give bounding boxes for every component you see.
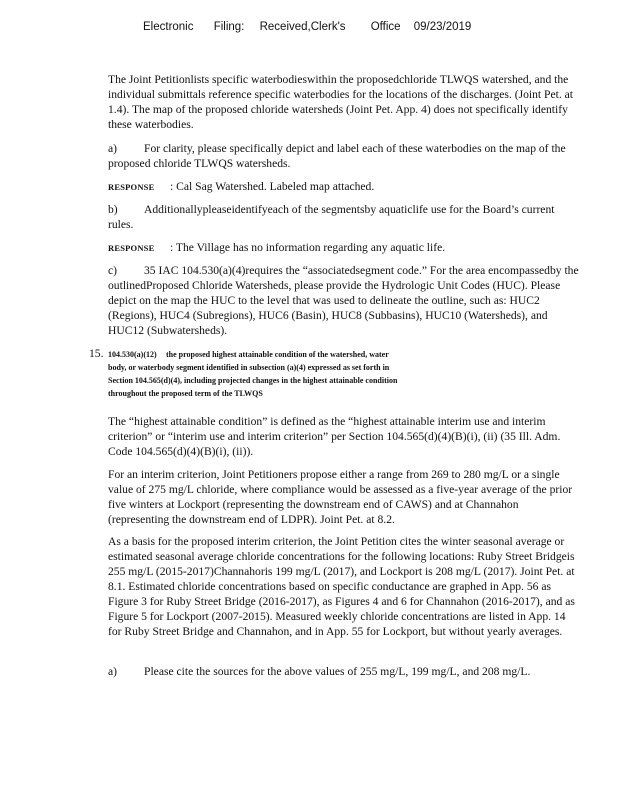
response-1-text: : Cal Sag Watershed. Labeled map attached. [170, 180, 375, 193]
item-15-heading [108, 348, 408, 400]
response-1 [108, 179, 580, 195]
question-b-text: Additionallypleaseidentifyeach of the segmentsby aquaticlife use for the Board’s current rules. [108, 203, 555, 231]
item-15-line1 [108, 348, 408, 361]
response-2 [108, 240, 580, 256]
question-a-sources [108, 664, 580, 679]
item-15-line1-text: the proposed highest attainable condition of the watershed, water [166, 350, 389, 359]
filing-header [143, 21, 471, 33]
header-office: Office [370, 21, 401, 33]
question-a-sources-text: Please cite the sources for the above values of 255 mg/L, 199 mg/L, and 208 mg/L. [144, 665, 531, 678]
question-c [108, 263, 580, 338]
question-a-text: For clarity, please specifically depict and label each of these waterbodies on the map of the proposed chloride TLWQS watersheds. [108, 142, 566, 170]
response-2-tag: RESPONSE [108, 243, 155, 253]
question-a [108, 141, 580, 171]
paragraph-basis: As a basis for the proposed interim criterion, the Joint Petition cites the winter seasonal average or estimated seasonal average chloride concentrations for the following locations: Ruby Street Bridgeis 255 mg/L (2015-2017)Channahoris 199 mg/L (2017), and Lockport is 208 mg/L (2017). Joint Pet. at 8.1. Estimated chloride concentrations based on specific conductance are graphed in App. 56 as Figure 3 for Ruby Street Bridge (2016-2017), as Figures 4 and 6 for Channahon (2016-2017), and as Figure 5 for Lockport (2007-2015). Measured weekly chloride concentrations are listed in App. 14 for Ruby Street Bridge and Channahon, and in App. 55 for Lockport, but without yearly averages. [108, 535, 575, 638]
paragraph-interim-criterion: For an interim criterion, Joint Petitioners propose either a range from 269 to 280 mg/L or a single value of 275 mg/L chloride, where compliance would be assessed as a five-year average of the prior five winters at Lockport (representing the downstream end of CAWS) and at Channahon (representing the downstream end of LDPR). Joint Pet. at 8.2. [108, 468, 573, 526]
header-date: 09/23/2019 [413, 21, 472, 33]
question-a-sources-label: a) [108, 665, 118, 678]
question-a-label: a) [108, 142, 118, 155]
response-1-tag: RESPONSE [108, 182, 155, 192]
item-15-line3: Section 104.565(d)(4), including projected changes in the highest attainable condition [108, 376, 398, 385]
item-15-line4: throughout the proposed term of the TLWQS [108, 389, 263, 398]
question-c-label: c) [108, 264, 118, 277]
header-electronic: Electronic [143, 21, 194, 33]
question-c-text: 35 IAC 104.530(a)(4)requires the “associatedsegment code.” For the area encompassedby the outlinedProposed Chloride Watersheds, please provide the Hydrologic Unit Codes (HUC). Please depict on the map the HUC to the level that was used to delineate the outline, such as: HUC2 (Regions), HUC4 (Subregions), HUC6 (Basin), HUC8 (Subbasins), HUC10 (Watersheds), and HUC12 (Subwatersheds). [108, 264, 579, 337]
header-received: Received,Clerk's [259, 21, 346, 33]
item-number-15: 15. [89, 347, 104, 360]
question-b-label: b) [108, 203, 118, 216]
header-filing: Filing: [213, 21, 245, 33]
item-15-line2: body, or waterbody segment identified in subsection (a)(4) expressed as set forth in [108, 363, 390, 372]
paragraph-highest-attainable: The “highest attainable condition” is defined as the “highest attainable interim use and interim criterion” or “interim use and interim criterion” per Section 104.565(d)(4)(B)(i), (ii) (35 Ill. Adm. Code 104.565(d)(4)(B)(i), (ii)). [108, 415, 561, 458]
item-15-ref: 104.530(a)(12) [108, 350, 157, 359]
paragraph-waterbodies: The Joint Petitionlists specific waterbodieswithin the proposedchloride TLWQS watershed, and the individual submittals reference specific waterbodies for the locations of the discharges. (Joint Pet. at 1.4). The map of the proposed chloride watersheds (Joint Pet. App. 4) does not specifically identify these waterbodies. [108, 73, 574, 131]
response-2-text: : The Village has no information regarding any aquatic life. [170, 241, 446, 254]
question-b [108, 202, 580, 232]
